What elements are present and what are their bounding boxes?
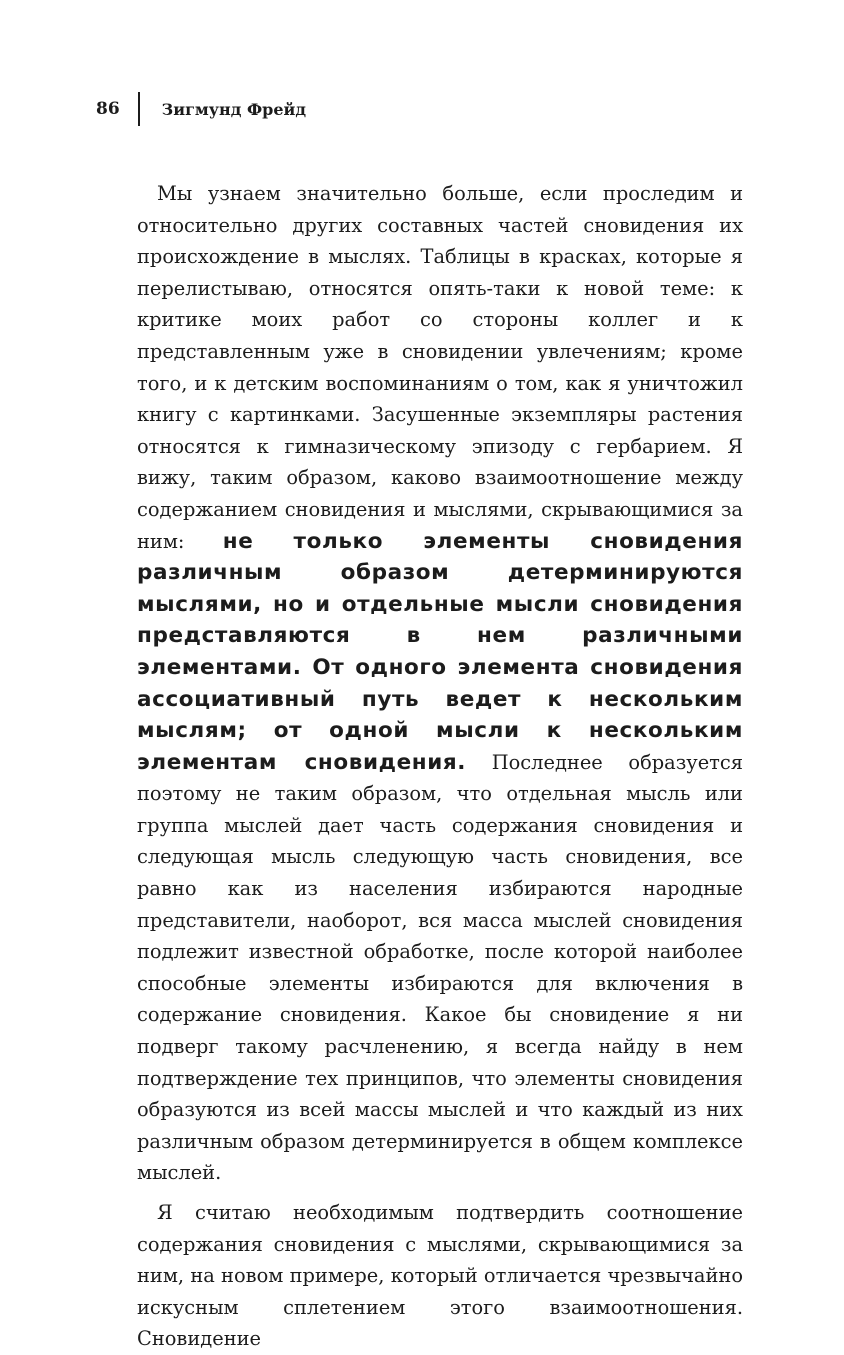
paragraph-1-text-start: Мы узнаем значительно больше, если проследим и относительно других составных частей сновидения их происхождение в мыслях. Таблицы в красках, которые я перелистываю, относятся опять-таки к новой теме: к критике моих работ со стороны коллег и к представленным уже в сновидении увлечениям; кроме того, и к детским воспоминаниям о том, как я уничтожил книгу с картинками. Засушенные экземпляры растения относятся к гимназическому эпизоду с гербарием. Я вижу, таким образом, каково взаимоотношение между содержанием сновидения и мыслями, скрывающимися за ним: — [137, 182, 743, 553]
page-number: 86 — [96, 99, 120, 119]
body-text — [137, 178, 743, 1355]
paragraph-1-emphasis: не только элементы сновидения различным образом детерминируются мыслями, но и отдельные мысли сновидения представляются в нем различными элементами. От одного элемента сновидения ассоциативный путь ведет к нескольким мыслям; от одной мысли к нескольким элементам сновидения. — [137, 528, 743, 775]
running-head — [96, 92, 306, 126]
paragraph-2: Я считаю необходимым подтвердить соотношение содержания сновидения с мыслями, скрывающимися за ним, на новом примере, который отличается чрезвычайно искусным сплетением этого взаимоотношения. Сновидение — [137, 1201, 743, 1351]
header-divider — [138, 92, 140, 126]
paragraph-1-text-end: Последнее образуется поэтому не таким образом, что отдельная мысль или группа мыслей дает часть содержания сновидения и следующая мысль следующую часть сновидения, все равно как из населения избираются народные представители, наоборот, вся масса мыслей сновидения подлежит известной обработке, после которой наиболее способные элементы избираются для включения в содержание сновидения. Какое бы сновидение я ни подверг такому расчленению, я всегда найду в нем подтверждение тех принципов, что элементы сновидения образуются из всей массы мыслей и что каждый из них различным образом детерминируется в общем комплексе мыслей. — [137, 750, 744, 1185]
paragraph-1 — [137, 178, 743, 1189]
running-title: Зигмунд Фрейд — [161, 99, 307, 119]
